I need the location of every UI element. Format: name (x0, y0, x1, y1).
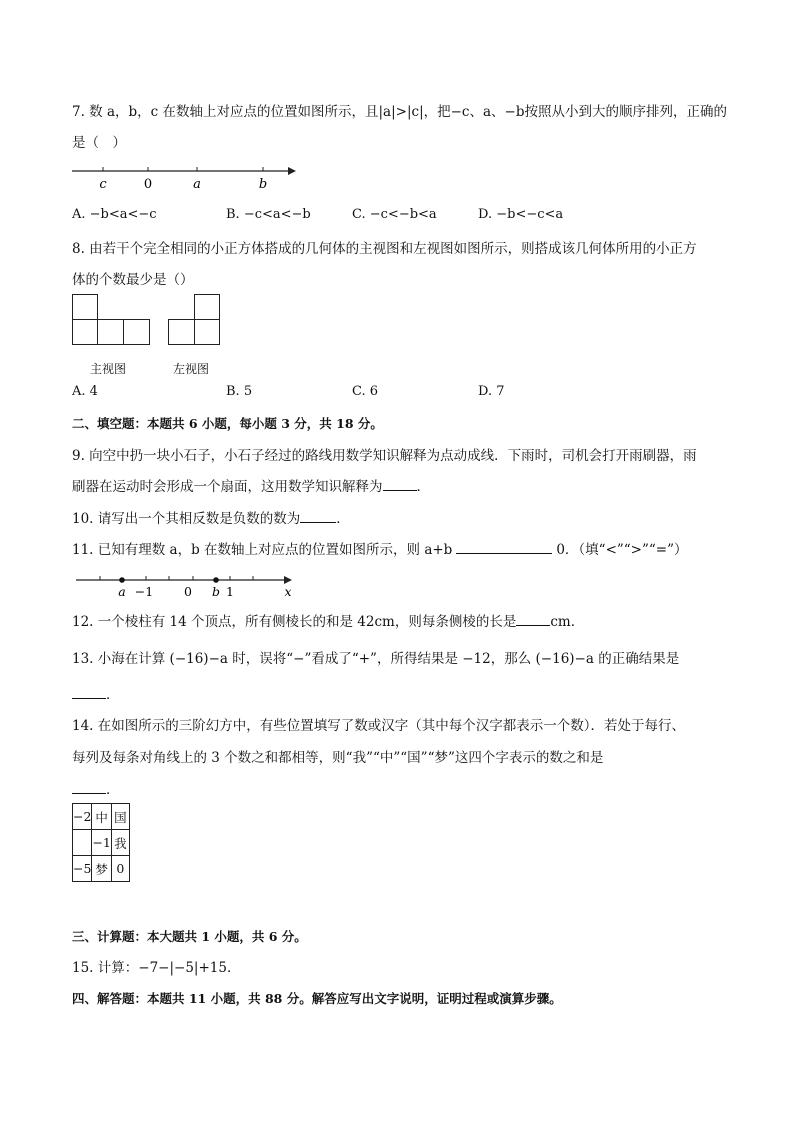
q12-end: cm． (550, 614, 585, 630)
q11-end: 0．（填“<”“>”“=”） (556, 542, 688, 558)
q7-number-line (66, 160, 306, 195)
q9-stem-line2 (72, 476, 430, 497)
q8-option-c: C. 6 (352, 384, 379, 399)
section-4-heading: 四、解答题：本题共 11 小题，共 88 分。解答应写出文字说明，证明过程或演算步骤。 (72, 991, 562, 1006)
q11-label-b: b (211, 584, 221, 599)
left-view-cell (194, 319, 220, 345)
q9-stem-line1: 9. 向空中扔一块小石子，小石子经过的路线用数学知识解释为点动成线．下雨时，司机会打开雨刷器，雨 (72, 448, 697, 464)
magic-square-cell: 中 (92, 804, 111, 830)
q14-stem-line3 (72, 779, 120, 800)
q7-option-c: C. −c<−b<a (352, 207, 437, 222)
q7-label-0: 0 (143, 177, 153, 192)
q8-stem-line2: 体的个数最少是（） (72, 272, 194, 288)
q11-label-x: x (284, 584, 292, 599)
left-view-cell (194, 294, 220, 320)
q7-axis-arrow (288, 167, 296, 175)
q7-stem-line2: 是（ ） (72, 135, 126, 151)
front-view-cell (72, 294, 98, 320)
q11-label-0: 0 (184, 584, 192, 599)
magic-square-cell: −1 (92, 830, 111, 856)
magic-square-cell: −2 (73, 804, 92, 830)
q12-text: 12. 一个棱柱有 14 个顶点，所有侧棱长的和是 42cm，则每条侧棱的长是 (72, 614, 517, 630)
q8-option-a: A. 4 (72, 384, 98, 399)
q11-label-neg1: −1 (134, 584, 154, 599)
q14-end: ． (106, 782, 120, 798)
front-view-cell (72, 319, 98, 345)
q13-stem-line1: 13. 小海在计算 (−16)−a 时，误将“−”看成了“+”，所得结果是 −12，那么 (−16)−a 的正确结果是 (72, 651, 680, 667)
q7-stem-line1: 7. 数 a，b，c 在数轴上对应点的位置如图所示，且|a|>|c|，把−c、a、−b按照从小到大的顺序排列，正确的 (72, 104, 727, 120)
q11-text: 11. 已知有理数 a，b 在数轴上对应点的位置如图所示，则 a+b (72, 542, 453, 558)
left-view-cell (168, 319, 195, 345)
q11-point-b (213, 577, 219, 583)
q14-answer-blank[interactable] (72, 779, 106, 794)
q8-caption-front-view: 主视图 (90, 362, 127, 376)
section-2-heading: 二、填空题：本题共 6 小题，每小题 3 分，共 18 分。 (72, 416, 383, 431)
magic-square-cell: 梦 (92, 856, 111, 882)
q11-label-1: 1 (226, 584, 234, 599)
q11-point-a (119, 577, 125, 583)
q8-option-b: B. 5 (226, 384, 253, 399)
q14-magic-square (72, 803, 130, 882)
q10-stem (72, 508, 350, 529)
q11-axis-arrow (284, 576, 292, 584)
section-3-heading: 三、计算题：本大题共 1 小题，共 6 分。 (72, 929, 307, 944)
magic-square-cell (73, 830, 92, 856)
q7-option-a: A. −b<a<−c (72, 207, 157, 222)
magic-square-row (73, 856, 130, 882)
q10-text: 10. 请写出一个其相反数是负数的数为 (72, 511, 301, 527)
q12-stem (72, 611, 584, 632)
q11-label-a: a (118, 584, 126, 599)
magic-square-cell: 0 (111, 856, 129, 882)
q7-label-a: a (193, 177, 201, 192)
q11-answer-blank[interactable] (456, 539, 552, 554)
magic-square-row (73, 804, 130, 830)
q9-answer-blank[interactable] (383, 476, 417, 491)
q14-stem-line2: 每列及每条对角线上的 3 个数之和都相等，则“我”“中”“国”“梦”这四个字表示的数之和是 (72, 750, 604, 766)
q15-stem: 15. 计算：−7−|−5|+15． (72, 960, 241, 976)
magic-square-cell: 我 (111, 830, 129, 856)
q8-stem-line1: 8. 由若干个完全相同的小正方体搭成的几何体的主视图和左视图如图所示，则搭成该几何体所用的小正方 (72, 241, 697, 257)
q13-stem-line2 (72, 684, 120, 705)
q7-option-b: B. −c<a<−b (226, 207, 311, 222)
q7-label-c: c (99, 177, 107, 192)
q10-end: ． (336, 511, 350, 527)
q8-caption-left-view: 左视图 (173, 362, 210, 376)
q9-end: ． (416, 479, 430, 495)
q9-text: 刷器在运动时会形成一个扇面，这用数学知识解释为 (72, 479, 383, 495)
q7-option-d: D. −b<−c<a (478, 207, 564, 222)
q12-answer-blank[interactable] (516, 611, 550, 626)
magic-square-row (73, 830, 130, 856)
front-view-cell (97, 319, 124, 345)
q10-answer-blank[interactable] (300, 508, 336, 523)
q14-stem-line1: 14. 在如图所示的三阶幻方中，有些位置填写了数或汉字（其中每个汉字都表示一个数）．若处于每行、 (72, 718, 686, 734)
q11-number-line (72, 570, 302, 602)
q13-end: ． (106, 687, 120, 703)
magic-square-cell: −5 (73, 856, 92, 882)
q11-stem (72, 539, 688, 560)
q7-label-b: b (258, 177, 268, 192)
magic-square-cell: 国 (111, 804, 129, 830)
q13-answer-blank[interactable] (72, 684, 106, 699)
front-view-cell (123, 319, 150, 345)
q8-option-d: D. 7 (478, 384, 505, 399)
